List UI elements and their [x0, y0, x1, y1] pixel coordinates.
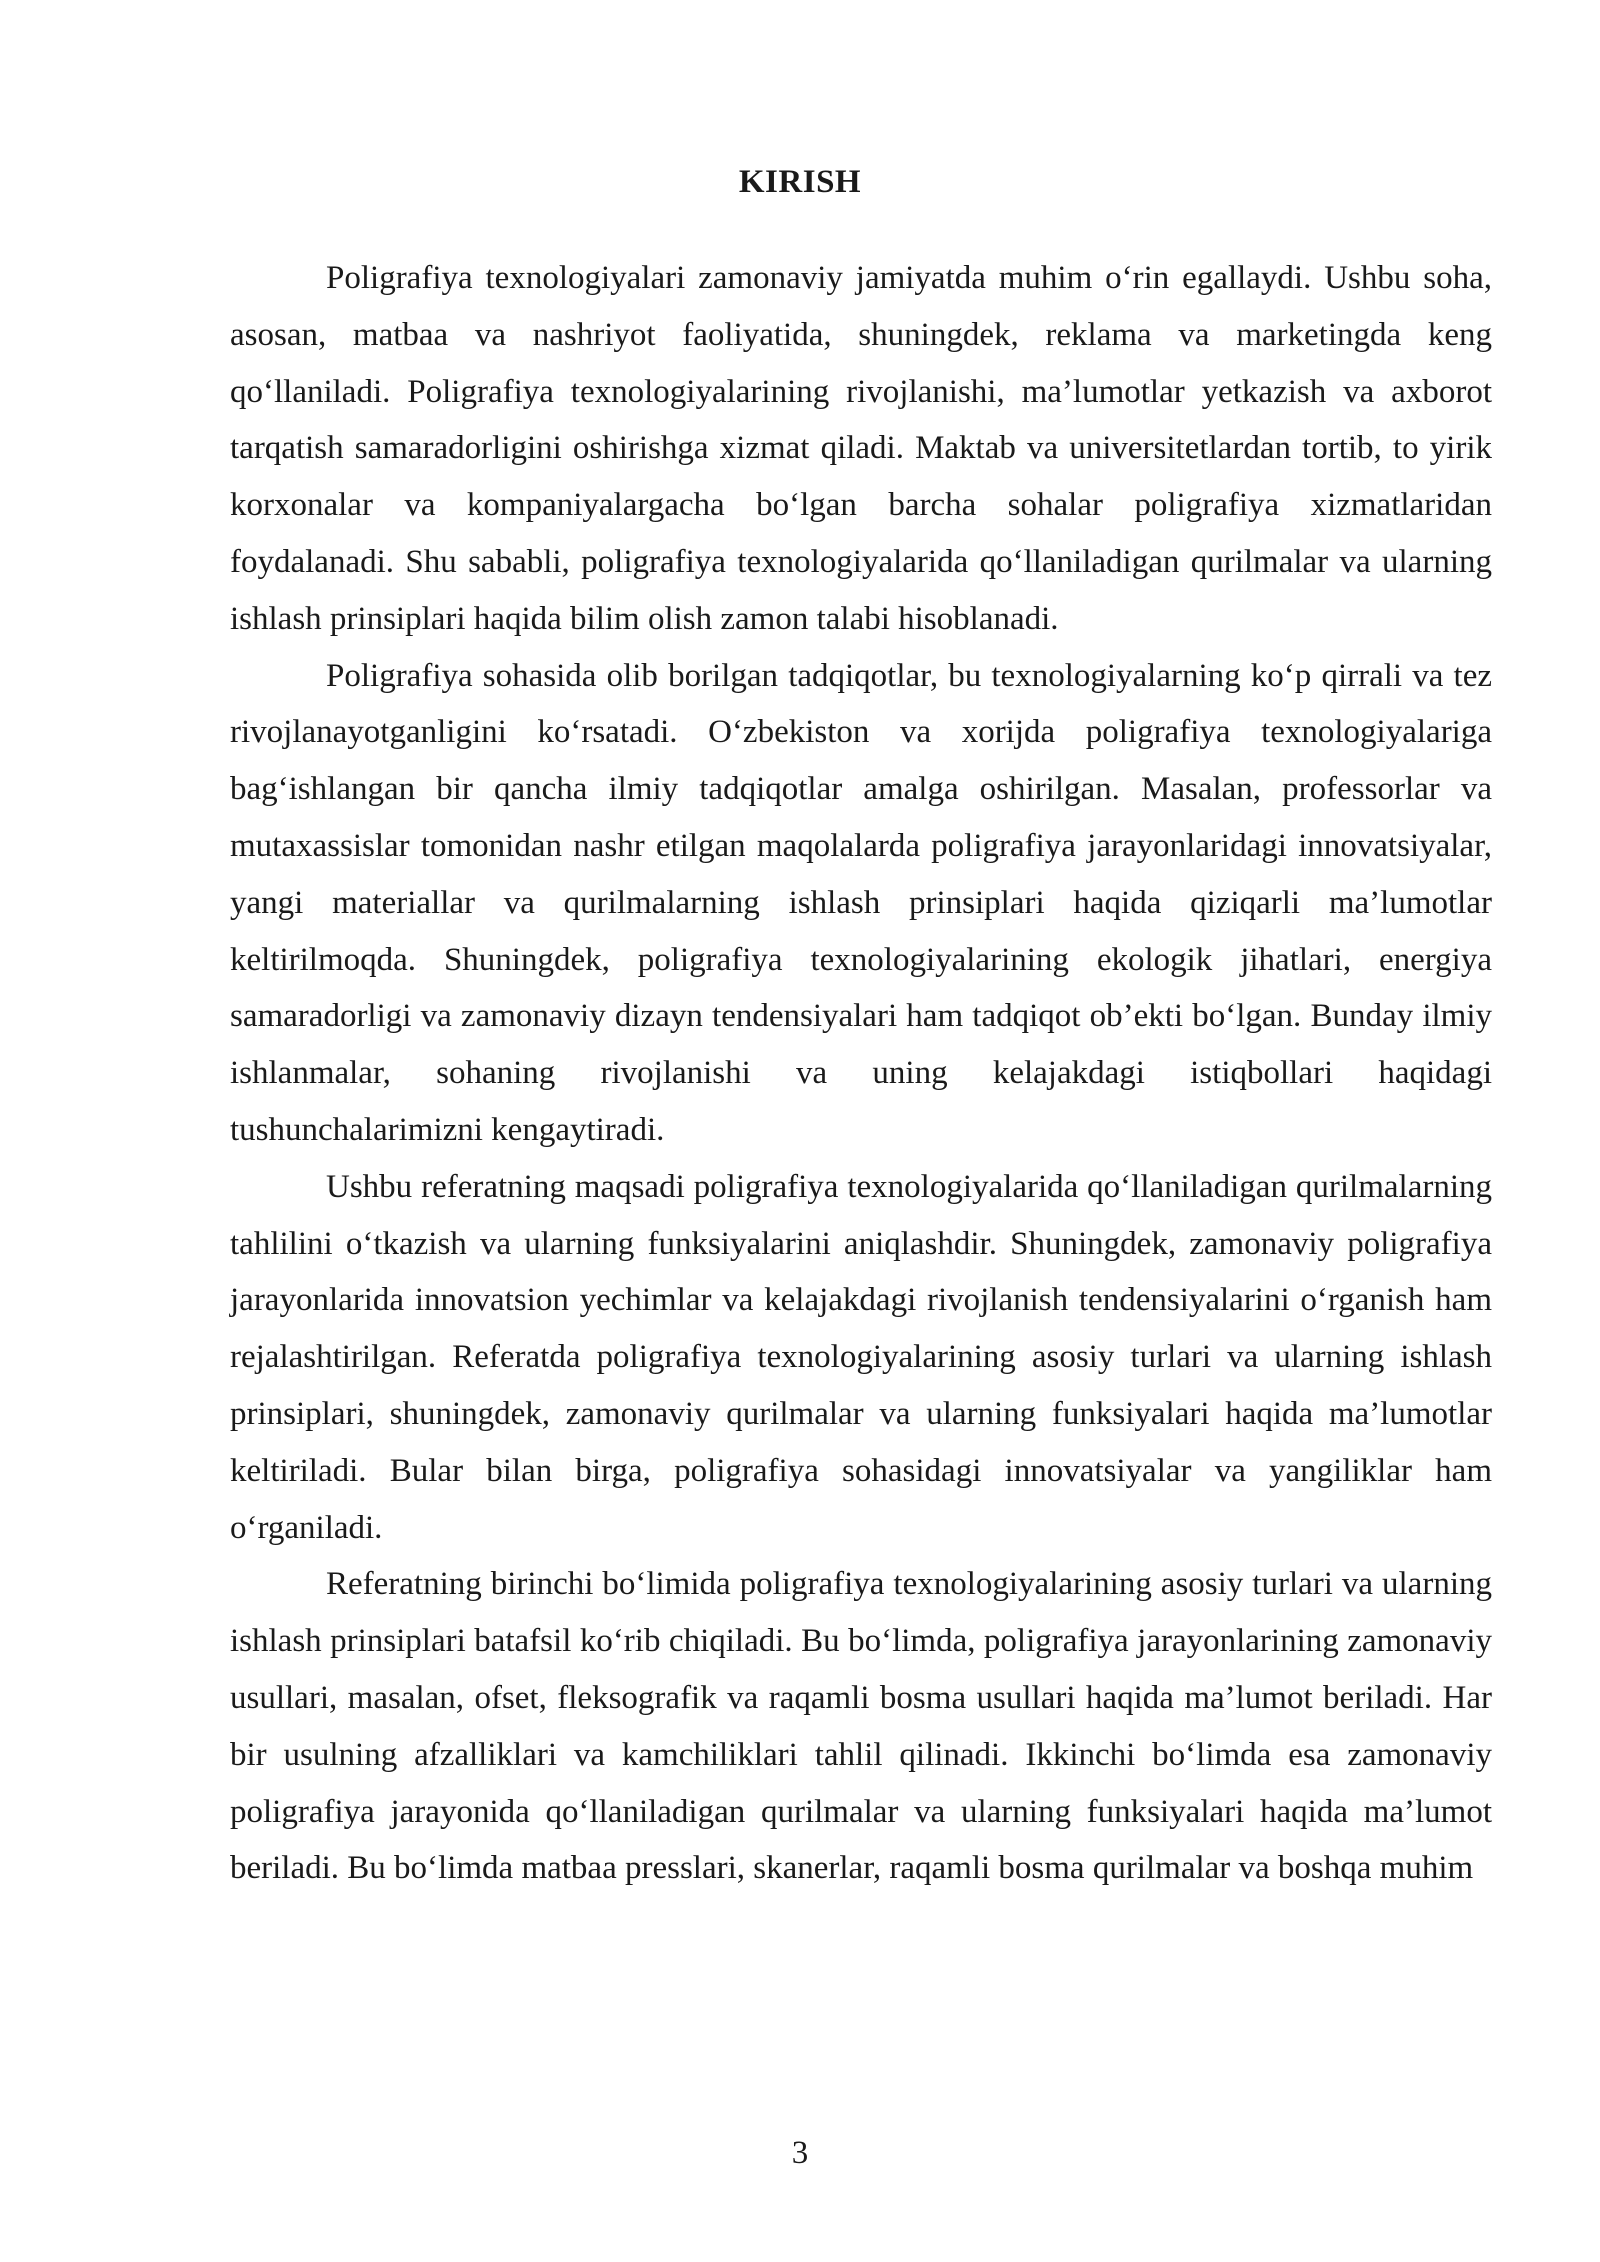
paragraph-4: Referatning birinchi bo‘limida poligrafiya texnologiyalarining asosiy turlari va ularning ishlash prinsiplari batafsil ko‘rib chiqiladi. Bu bo‘limda, poligrafiya jarayonlarining zamonaviy usullari, masalan, ofset, fleksografik va raqamli bosma usullari haqida ma’lumot beriladi. Har bir usulning afzalliklari va kamchiliklari tahlil qilinadi. Ikkinchi bo‘limda esa zamonaviy poligrafiya jarayonida qo‘llaniladigan qurilmalar va ularning funksiyalari haqida ma’lumot beriladi. Bu bo‘limda matbaa presslari, skanerlar, raqamli bosma qurilmalar va boshqa muhim — [230, 1566, 1492, 1887]
page-number: 3 — [791, 2135, 809, 2171]
body-text — [230, 250, 1492, 1897]
paragraph-2: Poligrafiya sohasida olib borilgan tadqiqotlar, bu texnologiyalarning ko‘p qirrali va tez rivojlanayotganligini ko‘rsatadi. O‘zbekiston va xorijda poligrafiya texnologiyalariga bag‘ishlangan bir qancha ilmiy tadqiqotlar amalga oshirilgan. Masalan, professorlar va mutaxassislar tomonidan nashr etilgan maqolalarda poligrafiya jarayonlaridagi innovatsiyalar, yangi materiallar va qurilmalarning ishlash prinsiplari haqida qiziqarli ma’lumotlar keltirilmoqda. Shuningdek, poligrafiya texnologiyalarining ekologik jihatlari, energiya samaradorligi va zamonaviy dizayn tendensiyalari ham tadqiqot ob’ekti bo‘lgan. Bunday ilmiy ishlanmalar, sohaning rivojlanishi va uning kelajakdagi istiqbollari haqidagi tushunchalarimizni kengaytiradi. — [230, 657, 1492, 1148]
section-title: KIRISH — [738, 164, 862, 200]
paragraph-1: Poligrafiya texnologiyalari zamonaviy jamiyatda muhim o‘rin egallaydi. Ushbu soha, asosan, matbaa va nashriyot faoliyatida, shuningdek, reklama va marketingda keng qo‘llaniladi. Poligrafiya texnologiyalarining rivojlanishi, ma’lumotlar yetkazish va axborot tarqatish samaradorligini oshirishga xizmat qiladi. Maktab va universitetlardan tortib, to yirik korxonalar va kompaniyalargacha bo‘lgan barcha sohalar poligrafiya xizmatlaridan foydalanadi. Shu sababli, poligrafiya texnologiyalarida qo‘llaniladigan qurilmalar va ularning ishlash prinsiplari haqida bilim olish zamon talabi hisoblanadi. — [230, 260, 1492, 637]
paragraph-3: Ushbu referatning maqsadi poligrafiya texnologiyalarida qo‘llaniladigan qurilmalarning tahlilini o‘tkazish va ularning funksiyalarini aniqlashdir. Shuningdek, zamonaviy poligrafiya jarayonlarida innovatsion yechimlar va kelajakdagi rivojlanish tendensiyalarini o‘rganish ham rejalashtirilgan. Referatda poligrafiya texnologiyalarining asosiy turlari va ularning ishlash prinsiplari, shuningdek, zamonaviy qurilmalar va ularning funksiyalari haqida ma’lumotlar keltiriladi. Bular bilan birga, poligrafiya sohasidagi innovatsiyalar va yangiliklar ham o‘rganiladi. — [230, 1168, 1492, 1546]
